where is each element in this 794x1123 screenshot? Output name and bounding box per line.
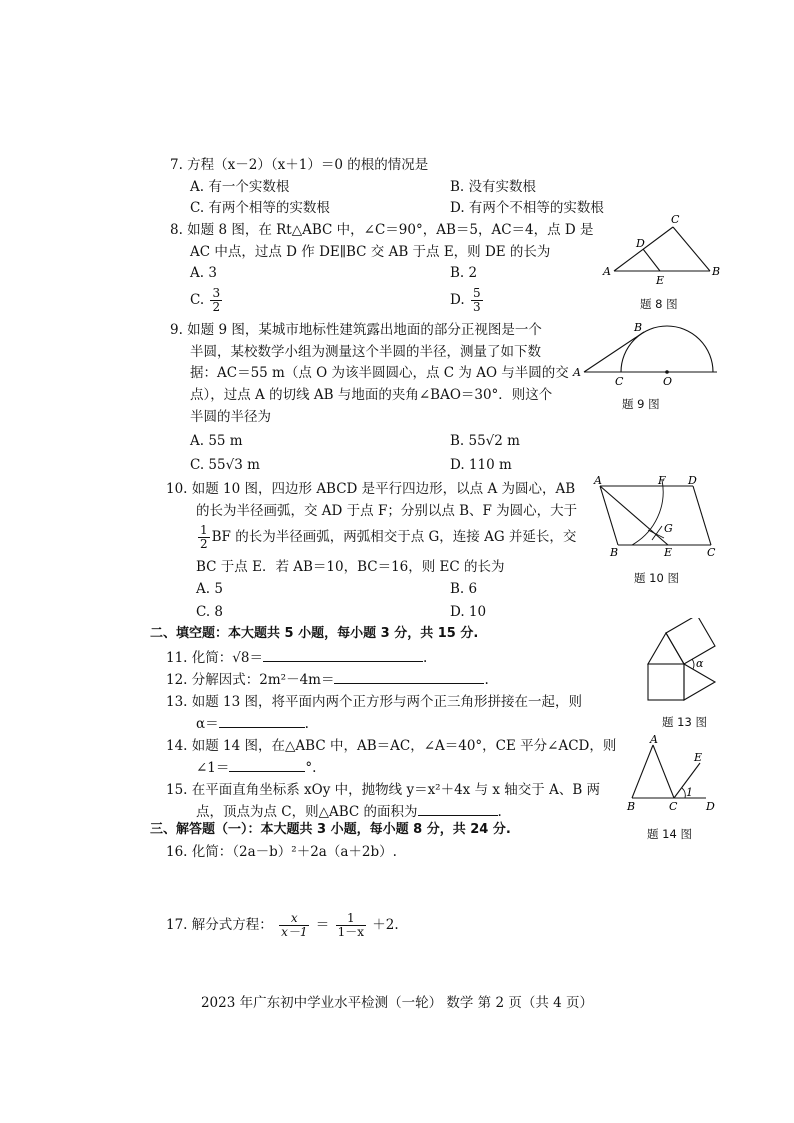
q9-option-a: A. 55 m (190, 433, 243, 449)
q7-option-c: C. 有两个相等的实数根 (190, 200, 330, 216)
q7-stem: 7. 方程（x－2）（x＋1）＝0 的根的情况是 (170, 157, 429, 173)
q10-label-c: C (707, 546, 716, 559)
q8-option-b: B. 2 (450, 265, 478, 281)
q10-option-a: A. 5 (196, 581, 223, 597)
q9-label-a: A (573, 366, 581, 379)
q10-label-a: A (594, 474, 602, 487)
q10-option-d: D. 10 (450, 604, 487, 620)
q8-figure (598, 210, 728, 290)
q9-line2: 半圆，某校数学小组为测量这个半圆的半径，测量了如下数 (190, 344, 541, 360)
q7-option-a: A. 有一个实数根 (190, 179, 290, 195)
q10-label-b: B (610, 546, 619, 559)
q10-line1: 10. 如题 10 图，四边形 ABCD 是平行四边形，以点 A 为圆心，AB (166, 481, 576, 497)
q10-label-e: E (664, 546, 673, 559)
page-footer: 2023 年广东初中学业水平检测（一轮） 数学 第 2 页（共 4 页） (200, 995, 594, 1011)
q8-option-c: C. $\frac{3}{2}$ (190, 286, 221, 314)
q9-option-b: B. 55√2 m (450, 433, 520, 449)
q9-line5: 半圆的半径为 (190, 409, 271, 425)
q9-option-d: D. 110 m (450, 457, 512, 473)
section-3-heading: 三、解答题（一）：本大题共 3 小题，每小题 8 分，共 24 分. (150, 822, 511, 837)
q9-label-o: O (663, 375, 673, 386)
q9-figure (570, 318, 720, 386)
q14-label-d: D (706, 800, 715, 813)
q8-caption: 题 8 图 (640, 297, 678, 311)
q10-label-f: F (658, 474, 666, 487)
q10-option-b: B. 6 (450, 581, 478, 597)
q8-label-a: A (603, 265, 611, 278)
q10-label-d: D (688, 474, 697, 487)
q9-line4: 点），过点 A 的切线 AB 与地面的夹角∠BAO＝30°．则这个 (190, 387, 553, 403)
q14-line1: 14. 如题 14 图，在△ABC 中，AB＝AC，∠A＝40°，CE 平分∠ACD，则 (166, 738, 617, 754)
q15-line2: 点，顶点为点 C，则△ABC 的面积为 . (196, 804, 502, 820)
q8-label-d: D (636, 237, 645, 250)
q16: 16. 化简：（2a－b）²＋2a（a＋2b）. (166, 844, 397, 860)
q12: 12. 分解因式：2m²－4m＝ . (166, 672, 489, 688)
q7-option-b: B. 没有实数根 (450, 179, 537, 195)
q17: 17. 解分式方程： $\frac{x}{x-1}$ ＝ $\frac{1}{1-x}$ ＋2. (166, 911, 399, 939)
q14-label-e: E (694, 751, 703, 764)
q10-caption: 题 10 图 (634, 571, 679, 585)
q14-label-b: B (627, 800, 636, 813)
q9-label-b: B (634, 321, 643, 334)
q9-caption: 题 9 图 (622, 397, 660, 411)
q13-alpha: α (696, 657, 704, 670)
q8-option-a: A. 3 (190, 265, 217, 281)
q13-caption: 题 13 图 (662, 715, 707, 729)
q14-figure (622, 733, 722, 813)
q9-line1: 9. 如题 9 图，某城市地标性建筑露出地面的部分正视图是一个 (170, 322, 542, 338)
q10-line3: $\frac{1}{2}$ BF 的长为半径画弧，两弧相交于点 G，连接 AG 并延长，交 (200, 523, 577, 551)
q8-line1: 8. 如题 8 图，在 Rt△ABC 中，∠C＝90°，AB＝5，AC＝4，点 D 是 (170, 222, 594, 238)
q14-label-c: C (669, 800, 678, 813)
q10-figure (590, 474, 720, 564)
q8-label-c: C (671, 213, 680, 226)
q15-line1: 15. 在平面直角坐标系 xOy 中，抛物线 y＝x²＋4x 与 x 轴交于 A、B 两 (166, 782, 601, 798)
q10-label-g: G (664, 522, 673, 535)
q9-option-c: C. 55√3 m (190, 457, 260, 473)
q9-label-c: C (615, 375, 624, 386)
q14-label-1: 1 (686, 786, 693, 799)
q11: 11. 化简：√8＝ . (166, 650, 428, 666)
q9-line3: 据：AC＝55 m（点 O 为该半圆圆心，点 C 为 AO 与半圆的交 (190, 365, 569, 381)
q14-label-a: A (650, 733, 658, 746)
q8-label-b: B (712, 265, 721, 278)
q8-line2: AC 中点，过点 D 作 DE∥BC 交 AB 于点 E，则 DE 的长为 (190, 244, 551, 260)
section-2-heading: 二、填空题：本大题共 5 小题，每小题 3 分，共 15 分. (150, 626, 479, 641)
q13-line2: α＝ . (196, 716, 309, 732)
q14-caption: 题 14 图 (647, 827, 692, 841)
q10-line2: 的长为半径画弧，交 AD 于点 F；分别以点 B、F 为圆心，大于 (196, 503, 578, 519)
q10-line4: BC 于点 E．若 AB＝10，BC＝16，则 EC 的长为 (196, 559, 505, 575)
q13-line1: 13. 如题 13 图，将平面内两个正方形与两个正三角形拼接在一起，则 (166, 694, 583, 710)
q10-option-c: C. 8 (196, 604, 224, 620)
q14-line2: ∠1＝ °. (196, 760, 317, 776)
q8-label-e: E (656, 274, 665, 287)
q7-option-d: D. 有两个不相等的实数根 (450, 200, 604, 216)
q13-figure (640, 618, 722, 708)
q8-option-d: D. $\frac{5}{3}$ (450, 286, 481, 314)
